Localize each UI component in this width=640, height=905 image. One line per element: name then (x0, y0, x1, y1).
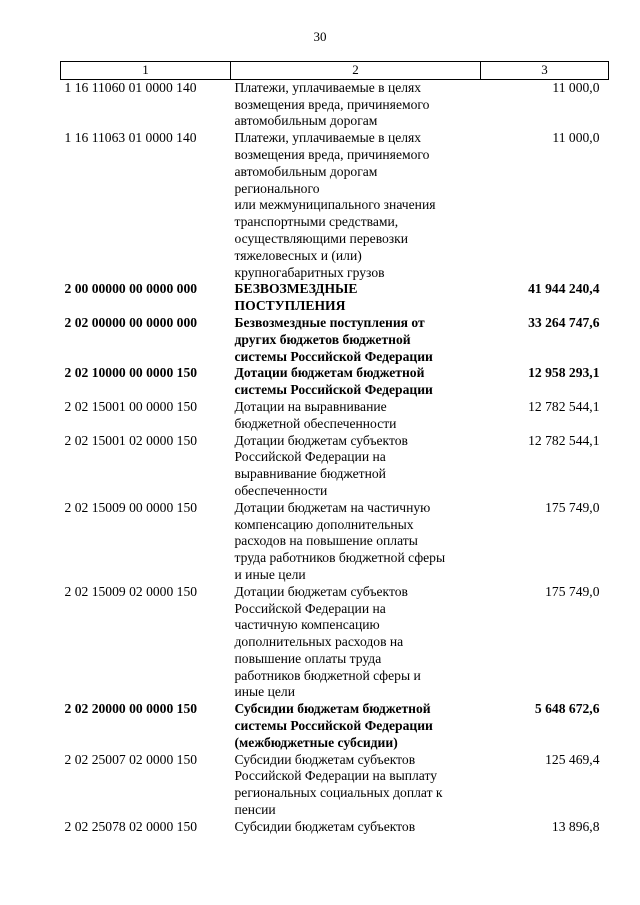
amount-cell: 33 264 747,6 (528, 314, 600, 330)
table-row (61, 79, 609, 130)
budget-code-cell: 2 02 15009 02 0000 150 (64, 583, 198, 599)
revenue-name-cell: Платежи, уплачиваемые в целях возмещения вреда, причиняемого автомобильным дорогам регионального или межмуниципального значения транспортными средствами, осуществляющими перевозки тяжеловесных и (или) крупногабаритных грузов (234, 130, 436, 280)
amount-cell: 41 944 240,4 (528, 281, 600, 297)
column-header-code: 1 (61, 62, 231, 80)
revenue-name-cell: Дотации бюджетам на частичную компенсацию дополнительных расходов на повышение оплаты труда работников бюджетной сферы и иные цели (234, 499, 446, 582)
revenue-name-cell: Дотации бюджетам субъектов Российской Федерации на выравнивание бюджетной обеспеченности (234, 432, 408, 498)
revenue-name-cell: Субсидии бюджетам субъектов (234, 818, 416, 834)
budget-code-cell: 2 02 25007 02 0000 150 (64, 751, 198, 767)
budget-code-cell: 2 02 25078 02 0000 150 (64, 818, 198, 834)
budget-code-cell: 2 02 10000 00 0000 150 (64, 365, 198, 381)
table-row (61, 399, 609, 433)
amount-cell: 175 749,0 (545, 583, 600, 599)
budget-code-cell: 2 02 00000 00 0000 000 (64, 314, 198, 330)
page-number: 30 (313, 29, 327, 44)
column-header-amount: 3 (481, 62, 609, 80)
budget-code-cell: 2 02 15001 00 0000 150 (64, 398, 198, 414)
revenue-name-cell: Безвозмездные поступления от других бюджетов бюджетной системы Российской Федерации (234, 314, 433, 364)
revenue-name-cell: Платежи, уплачиваемые в целях возмещения вреда, причиняемого автомобильным дорогам (234, 79, 430, 129)
amount-cell: 13 896,8 (551, 818, 600, 834)
amount-cell: 125 469,4 (545, 751, 600, 767)
table-row (61, 819, 609, 836)
table-body (61, 79, 609, 835)
budget-code-cell: 1 16 11060 01 0000 140 (64, 79, 197, 95)
table-row (61, 500, 609, 584)
budget-revenue-table (60, 61, 609, 836)
table-row (61, 315, 609, 365)
amount-cell: 5 648 672,6 (534, 701, 600, 717)
revenue-name-cell: Субсидии бюджетам бюджетной системы Российской Федерации (межбюджетные субсидии) (234, 701, 433, 750)
budget-code-cell: 2 02 15001 02 0000 150 (64, 432, 198, 448)
budget-code-cell: 2 02 20000 00 0000 150 (64, 701, 198, 717)
revenue-name-cell: Дотации на выравнивание бюджетной обеспеченности (234, 398, 397, 431)
table-row (61, 752, 609, 819)
amount-cell: 12 782 544,1 (528, 398, 600, 414)
column-header-name: 2 (231, 62, 481, 80)
amount-cell: 11 000,0 (552, 79, 600, 95)
table-row (61, 281, 609, 315)
table-row (61, 701, 609, 751)
table-header-row (61, 62, 609, 80)
revenue-name-cell: Дотации бюджетам бюджетной системы Российской Федерации (234, 365, 433, 398)
amount-cell: 11 000,0 (552, 130, 600, 146)
revenue-name-cell: Дотации бюджетам субъектов Российской Федерации на частичную компенсацию дополнительных расходов на повышение оплаты труда работников бюджетной сферы и иные цели (234, 583, 421, 700)
revenue-name-cell: Субсидии бюджетам субъектов Российской Федерации на выплату региональных социальных доплат к пенсии (234, 751, 443, 818)
amount-cell: 12 782 544,1 (528, 432, 600, 448)
budget-code-cell: 2 02 15009 00 0000 150 (64, 499, 198, 515)
table-row (61, 433, 609, 500)
table-row (61, 130, 609, 281)
revenue-name-cell: БЕЗВОЗМЕЗДНЫЕ ПОСТУПЛЕНИЯ (234, 281, 358, 314)
amount-cell: 12 958 293,1 (528, 365, 600, 381)
budget-code-cell: 2 00 00000 00 0000 000 (64, 281, 198, 297)
table-row (61, 365, 609, 399)
table-row (61, 584, 609, 702)
budget-code-cell: 1 16 11063 01 0000 140 (64, 130, 197, 146)
amount-cell: 175 749,0 (545, 499, 600, 515)
